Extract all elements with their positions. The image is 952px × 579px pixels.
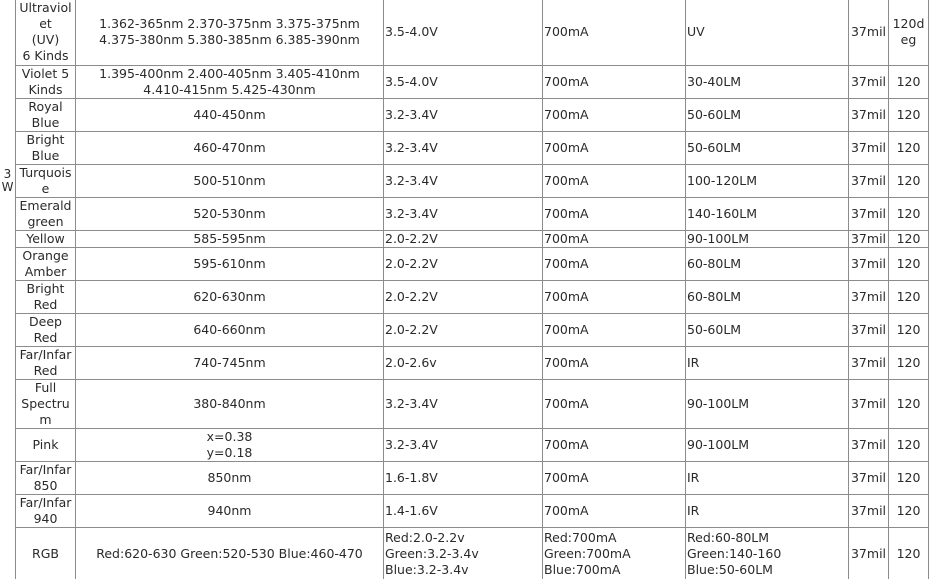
cell-luminous-output: Red:60-80LM Green:140-160 Blue:50-60LM: [687, 529, 782, 577]
cell-forward-current: 700mA: [544, 503, 589, 518]
cell-forward-current: 700mA: [544, 107, 589, 122]
cell-beam-angle: 120: [896, 396, 921, 411]
cell-wavelength: 1.362-365nm 2.370-375nm 3.375-375nm 4.375-380nm 5.380-385nm 6.385-390nm: [99, 16, 360, 47]
cell-forward-voltage: 3.2-3.4V: [385, 107, 438, 122]
cell-wavelength: 585-595nm: [193, 231, 266, 246]
cell-forward-current: 700mA: [544, 355, 589, 370]
cell-forward-voltage: 2.0-2.2V: [385, 231, 438, 246]
cell-beam-angle: 120: [896, 140, 921, 155]
cell-beam-angle: 120: [896, 545, 921, 561]
cell-chip-size: 37mil: [850, 470, 887, 485]
cell-beam-angle: 120: [896, 256, 921, 271]
cell-forward-current: 700mA: [544, 74, 589, 89]
cell-luminous-output: IR: [687, 355, 700, 370]
cell-color-name: Yellow: [26, 231, 65, 246]
cell-beam-angle: 120: [896, 231, 921, 246]
power-rating-label: 3 W: [1, 166, 14, 194]
cell-luminous-output: 140-160LM: [687, 206, 757, 221]
cell-luminous-output: 60-80LM: [687, 256, 742, 271]
cell-forward-voltage: 3.2-3.4V: [385, 173, 438, 188]
cell-forward-voltage: 3.2-3.4V: [385, 206, 438, 221]
cell-luminous-output: 50-60LM: [687, 322, 742, 337]
cell-wavelength: 380-840nm: [193, 396, 266, 411]
cell-chip-size: 37mil: [850, 231, 887, 246]
cell-chip-size: 37mil: [850, 503, 887, 518]
cell-beam-angle: 120: [896, 173, 921, 188]
cell-luminous-output: 100-120LM: [687, 173, 757, 188]
cell-forward-voltage: 1.6-1.8V: [385, 470, 438, 485]
cell-forward-voltage: 2.0-2.2V: [385, 289, 438, 304]
cell-chip-size: 37mil: [850, 256, 887, 271]
cell-beam-angle: 120: [896, 107, 921, 122]
cell-color-name: Full Spectru m: [21, 380, 70, 427]
cell-color-name: Far/Infar 850: [19, 462, 72, 493]
cell-wavelength: x=0.38 y=0.18: [206, 429, 253, 460]
cell-forward-current: 700mA: [544, 173, 589, 188]
cell-forward-voltage: 3.2-3.4V: [385, 140, 438, 155]
cell-luminous-output: 60-80LM: [687, 289, 742, 304]
cell-luminous-output: 90-100LM: [687, 396, 750, 411]
column-divider: [928, 0, 929, 579]
cell-chip-size: 37mil: [850, 107, 887, 122]
cell-wavelength: 595-610nm: [193, 256, 266, 271]
cell-forward-current: 700mA: [544, 322, 589, 337]
cell-forward-current: 700mA: [544, 437, 589, 452]
cell-wavelength: 850nm: [207, 470, 252, 485]
cell-forward-voltage: 1.4-1.6V: [385, 503, 438, 518]
cell-chip-size: 37mil: [850, 322, 887, 337]
cell-luminous-output: IR: [687, 470, 700, 485]
cell-forward-current: 700mA: [544, 289, 589, 304]
cell-luminous-output: 90-100LM: [687, 437, 750, 452]
cell-chip-size: 37mil: [850, 140, 887, 155]
cell-color-name: Deep Red: [29, 314, 62, 345]
cell-wavelength: 460-470nm: [193, 140, 266, 155]
cell-forward-current: 700mA: [544, 206, 589, 221]
cell-luminous-output: 90-100LM: [687, 231, 750, 246]
cell-beam-angle: 120: [896, 74, 921, 89]
cell-color-name: Ultraviol et (UV) 6 Kinds: [19, 0, 72, 63]
cell-beam-angle: 120: [896, 470, 921, 485]
cell-forward-voltage: 2.0-2.2V: [385, 256, 438, 271]
cell-luminous-output: UV: [687, 24, 705, 39]
cell-forward-voltage: 3.2-3.4V: [385, 396, 438, 411]
cell-color-name: Pink: [32, 437, 59, 452]
cell-forward-current: 700mA: [544, 396, 589, 411]
cell-color-name: Royal Blue: [28, 99, 63, 130]
cell-beam-angle: 120: [896, 437, 921, 452]
cell-chip-size: 37mil: [850, 24, 887, 39]
cell-color-name: Violet 5 Kinds: [21, 66, 70, 97]
cell-forward-voltage: 3.5-4.0V: [385, 74, 438, 89]
cell-color-name: Orange Amber: [22, 248, 69, 279]
cell-chip-size: 37mil: [850, 545, 887, 561]
cell-forward-voltage: 2.0-2.6v: [385, 355, 437, 370]
cell-forward-current: 700mA: [544, 140, 589, 155]
cell-beam-angle: 120: [896, 206, 921, 221]
cell-wavelength: 440-450nm: [193, 107, 266, 122]
cell-forward-current: 700mA: [544, 231, 589, 246]
cell-wavelength: 520-530nm: [193, 206, 266, 221]
cell-chip-size: 37mil: [850, 206, 887, 221]
cell-forward-current: 700mA: [544, 470, 589, 485]
cell-wavelength: 500-510nm: [193, 173, 266, 188]
cell-wavelength: 940nm: [207, 503, 252, 518]
cell-beam-angle: 120: [896, 322, 921, 337]
cell-luminous-output: 50-60LM: [687, 107, 742, 122]
cell-color-name: RGB: [32, 545, 59, 561]
cell-forward-current: Red:700mA Green:700mA Blue:700mA: [544, 529, 631, 577]
cell-beam-angle: 120d eg: [892, 16, 925, 47]
cell-forward-current: 700mA: [544, 256, 589, 271]
cell-forward-voltage: Red:2.0-2.2v Green:3.2-3.4v Blue:3.2-3.4v: [385, 529, 479, 577]
cell-beam-angle: 120: [896, 289, 921, 304]
cell-chip-size: 37mil: [850, 289, 887, 304]
cell-chip-size: 37mil: [850, 437, 887, 452]
cell-forward-voltage: 3.2-3.4V: [385, 437, 438, 452]
cell-beam-angle: 120: [896, 355, 921, 370]
cell-chip-size: 37mil: [850, 355, 887, 370]
cell-luminous-output: IR: [687, 503, 700, 518]
cell-chip-size: 37mil: [850, 396, 887, 411]
cell-color-name: Far/Infar 940: [19, 495, 72, 526]
cell-color-name: Emerald green: [19, 198, 72, 229]
cell-forward-current: 700mA: [544, 24, 589, 39]
cell-wavelength: 620-630nm: [193, 289, 266, 304]
cell-color-name: Turquois e: [19, 165, 72, 196]
cell-color-name: Bright Red: [26, 281, 65, 312]
cell-wavelength: 740-745nm: [193, 355, 266, 370]
cell-chip-size: 37mil: [850, 173, 887, 188]
cell-color-name: Bright Blue: [26, 132, 65, 163]
cell-forward-voltage: 3.5-4.0V: [385, 24, 438, 39]
cell-beam-angle: 120: [896, 503, 921, 518]
cell-wavelength: Red:620-630 Green:520-530 Blue:460-470: [96, 545, 363, 561]
cell-wavelength: 640-660nm: [193, 322, 266, 337]
cell-chip-size: 37mil: [850, 74, 887, 89]
cell-wavelength: 1.395-400nm 2.400-405nm 3.405-410nm 4.410-415nm 5.425-430nm: [99, 66, 360, 97]
cell-luminous-output: 30-40LM: [687, 74, 742, 89]
cell-forward-voltage: 2.0-2.2V: [385, 322, 438, 337]
cell-color-name: Far/Infar Red: [19, 347, 72, 378]
cell-luminous-output: 50-60LM: [687, 140, 742, 155]
